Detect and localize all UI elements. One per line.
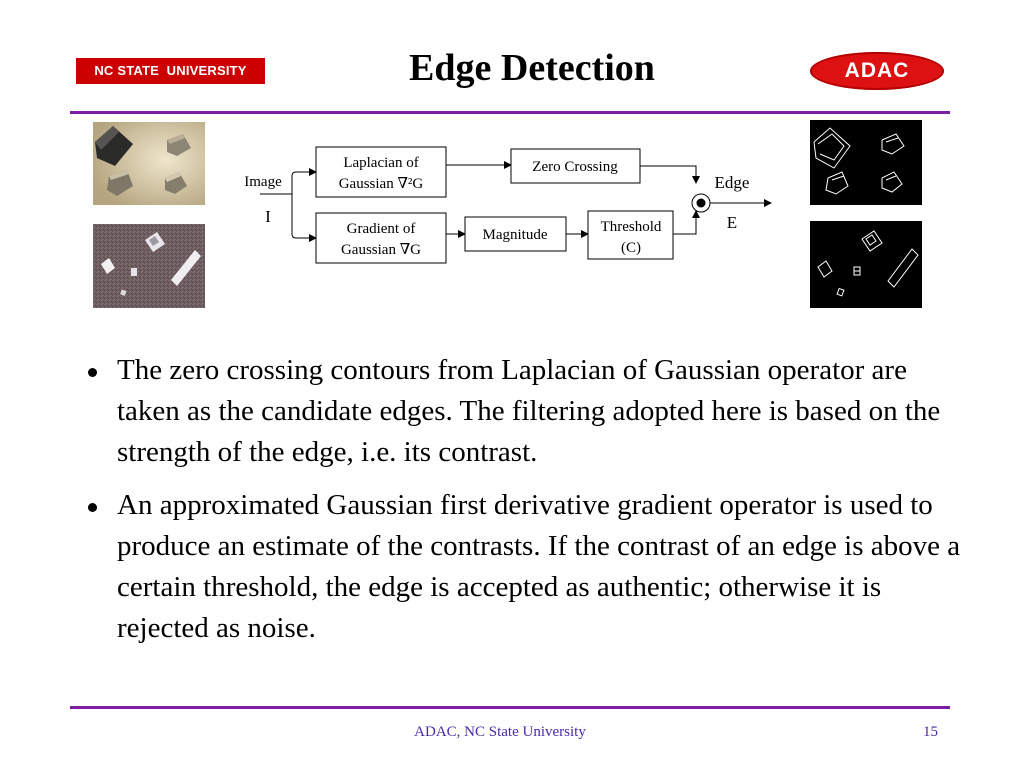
edge-detection-diagram <box>230 140 790 270</box>
laplacian-block-line1: Laplacian of <box>343 155 419 171</box>
bottom-rule <box>70 706 950 709</box>
edge-result-parts-image <box>810 221 922 308</box>
photo-cubes <box>93 122 205 205</box>
input-symbol: I <box>265 207 271 226</box>
ncsu-logo: NC STATE UNIVERSITY <box>76 58 265 84</box>
bullet-dot <box>88 503 97 512</box>
arrow-zero-crossing-to-combiner <box>640 166 696 183</box>
adac-logo <box>810 52 944 90</box>
page-number: 15 <box>923 724 938 740</box>
photo-parts-image <box>93 224 205 308</box>
edge-result-cubes <box>810 120 922 205</box>
top-rule <box>70 111 950 114</box>
bullet-dot <box>88 368 97 377</box>
edge-result-parts <box>810 221 922 308</box>
output-label: Edge <box>714 173 750 192</box>
photo-cubes-image <box>93 122 205 205</box>
output-symbol: E <box>726 213 738 232</box>
bullet-item <box>84 350 964 473</box>
and-combiner-dot <box>697 199 706 208</box>
input-label: Image <box>244 174 282 190</box>
gradient-block-line1: Gradient of <box>346 221 416 237</box>
edge-result-cubes-image <box>810 120 922 205</box>
arrow-to-gradient <box>292 194 316 238</box>
arrow-threshold-to-combiner <box>673 211 696 234</box>
bullet-text: The zero crossing contours from Laplacian of Gaussian operator are taken as the candidate edges. The filtering adopted here is based on the strength of the edge, i.e. its contrast. <box>117 354 941 468</box>
slide-title: Edge Detection <box>409 47 655 89</box>
threshold-label-line1: Threshold <box>600 219 662 235</box>
bullet-item <box>84 485 964 649</box>
zero-crossing-label: Zero Crossing <box>532 159 618 175</box>
magnitude-label: Magnitude <box>482 227 548 243</box>
photo-parts <box>93 224 205 308</box>
bullet-list <box>84 350 964 661</box>
threshold-label-line2: (C) <box>621 240 641 256</box>
footer-text: ADAC, NC State University <box>414 724 586 740</box>
arrow-to-laplacian <box>292 172 316 194</box>
laplacian-block-line2: Gaussian ∇²G <box>338 176 424 192</box>
bullet-text: An approximated Gaussian first derivative gradient operator is used to produce an estimate of the contrasts. If the contrast of an edge is above a certain threshold, the edge is accepted as authentic; otherwise it is rejected as noise. <box>117 489 961 644</box>
gradient-block-line2: Gaussian ∇G <box>340 242 422 258</box>
adac-logo-text: ADAC <box>844 59 910 82</box>
